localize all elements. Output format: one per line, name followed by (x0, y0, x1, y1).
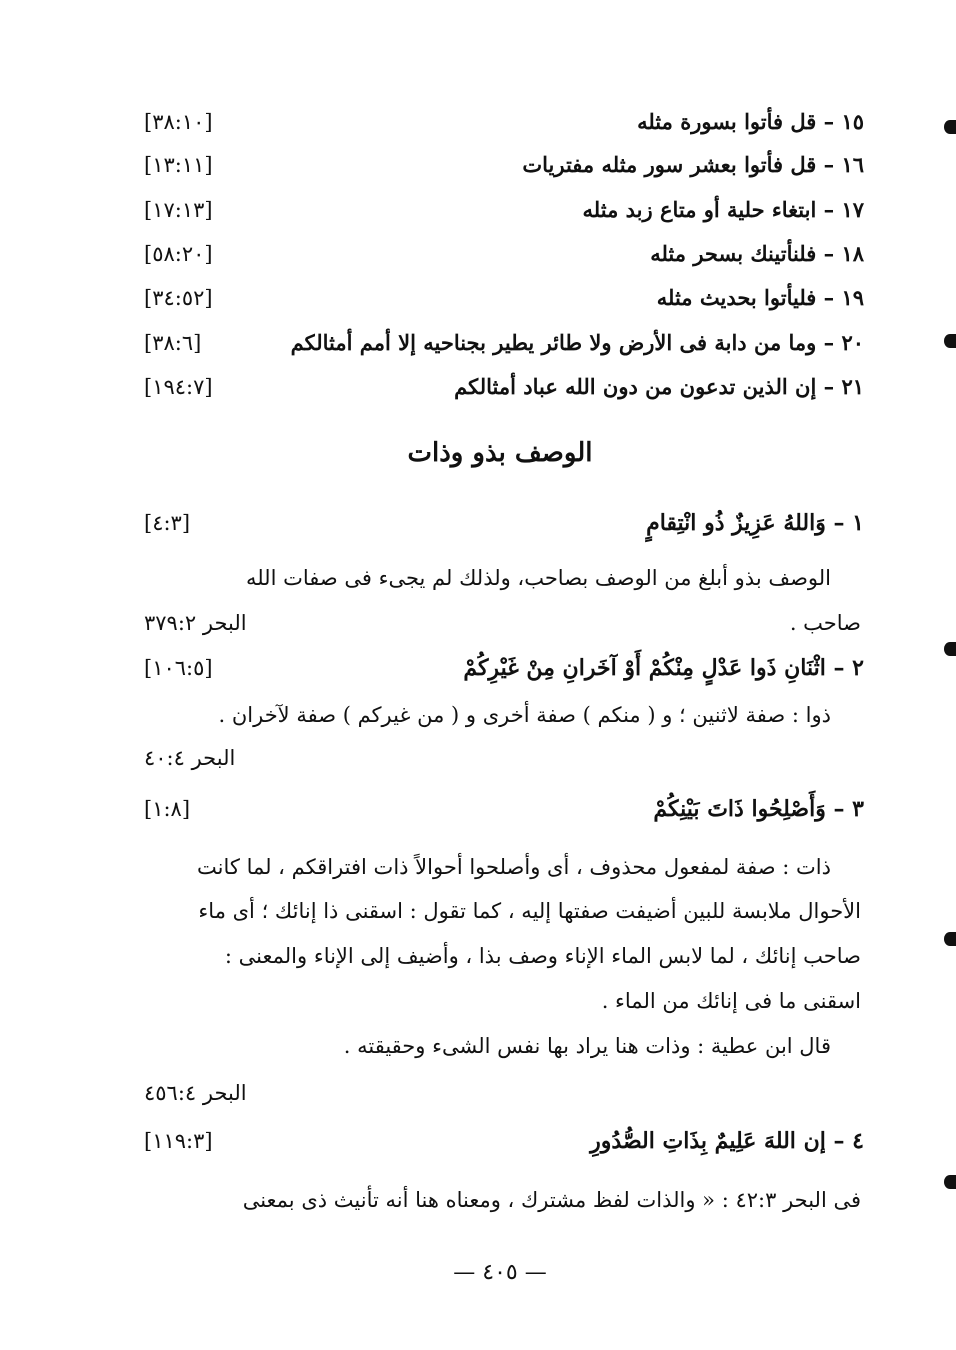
list-item: ٢١ – إن الذين تدعون من دون الله عباد أمثالكم (454, 374, 864, 399)
commentary-line: الوصف بذو أبلغ من الوصف بصاحب، ولذلك لم يجىء فى صفات الله (245, 566, 831, 590)
list-item: ١٥ – قل فأتوا بسورة مثله (637, 109, 864, 134)
verse-reference: [١٧:١٣] (144, 198, 213, 222)
commentary-line: صاحب . (789, 611, 861, 635)
verse-reference: [١٣:١١] (144, 153, 213, 177)
list-item: ١٦ – قل فأتوا بعشر سور مثله مفتريات (522, 152, 864, 177)
verse-reference: [٣٨:١٠] (144, 110, 213, 134)
section-heading: الوصف بذو وذات (407, 438, 593, 468)
list-item: ١٧ – ابتغاء حلية أو متاع زبد مثله (582, 197, 864, 222)
verse-reference: [٣٤:٥٢] (144, 286, 213, 310)
quran-verse: ٣ – وَأَصْلِحُوا ذَاتَ بَيْنِكُمْ (653, 796, 864, 822)
commentary-line: ذات : صفة لمفعول محذوف ، أى وأصلحوا أحوالاً ذات افتراقكم ، لما كانت (197, 855, 831, 879)
binding-mark (944, 334, 956, 348)
source-citation: البحر ٣٧٩:٢ (144, 611, 247, 635)
binding-mark (944, 1175, 956, 1189)
list-item: ١٩ – فليأتوا بحديث مثله (656, 285, 864, 310)
quran-verse: ١ – وَاللهُ عَزِيزٌ ذُو انْتِقامٍ (646, 510, 864, 536)
source-citation: البحر ٤٠:٤ (144, 746, 236, 770)
commentary-line: صاحب إنائك ، لما لابس الماء الإناء وصف بذا ، وأضيف إلى الإناء والمعنى : (224, 944, 861, 968)
verse-reference: [١١٩:٣] (144, 1129, 213, 1153)
verse-reference: [١٩٤:٧] (144, 375, 213, 399)
quran-verse: ٤ – إن اللهَ عَلِيمٌ بِذَاتِ الصُّدُورِ (590, 1128, 864, 1154)
commentary-line: قال ابن عطية : وذات هنا يراد بها نفس الشىء وحقيقته . (343, 1034, 831, 1058)
commentary-line: اسقنى ما فى إنائك من الماء . (601, 989, 861, 1013)
quran-verse: ٢ – اثْنَانِ ذَوا عَدْلٍ مِنْكُمْ أَوْ آخَرانِ مِنْ غَيْرِكُمْ (463, 655, 864, 681)
verse-reference: [٣٨:٦] (144, 331, 202, 355)
commentary-line: الأحوال ملابسة للبين أضيفت صفتها إليه ، كما تقول : اسقنى ذا إنائك ؛ أى ماء (198, 899, 861, 923)
list-item: ١٨ – فلنأتينك بسحر مثله (650, 241, 864, 266)
verse-reference: [١٠٦:٥] (144, 656, 213, 680)
binding-mark (944, 642, 956, 656)
list-item: ٢٠ – وما من دابة فى الأرض ولا طائر يطير بجناحيه إلا أمم أمثالكم (290, 330, 864, 355)
verse-reference: [١:٨] (144, 797, 191, 821)
binding-mark (944, 932, 956, 946)
commentary-line: ذوا : صفة لاثنين ؛ و ( منكم ) صفة أخرى و ( من غيركم ) صفة لآخران . (218, 703, 831, 727)
verse-reference: [٤:٣] (144, 511, 191, 535)
verse-reference: [٥٨:٢٠] (144, 242, 213, 266)
source-citation: البحر ٤٥٦:٤ (144, 1081, 247, 1105)
page-number: — ٤٠٥ — (453, 1260, 547, 1285)
commentary-line: فى البحر ٤٢:٣ : « والذات لفظ مشترك ، ومعناه هنا أنه تأنيث ذى بمعنى (242, 1188, 861, 1212)
binding-mark (944, 120, 956, 134)
